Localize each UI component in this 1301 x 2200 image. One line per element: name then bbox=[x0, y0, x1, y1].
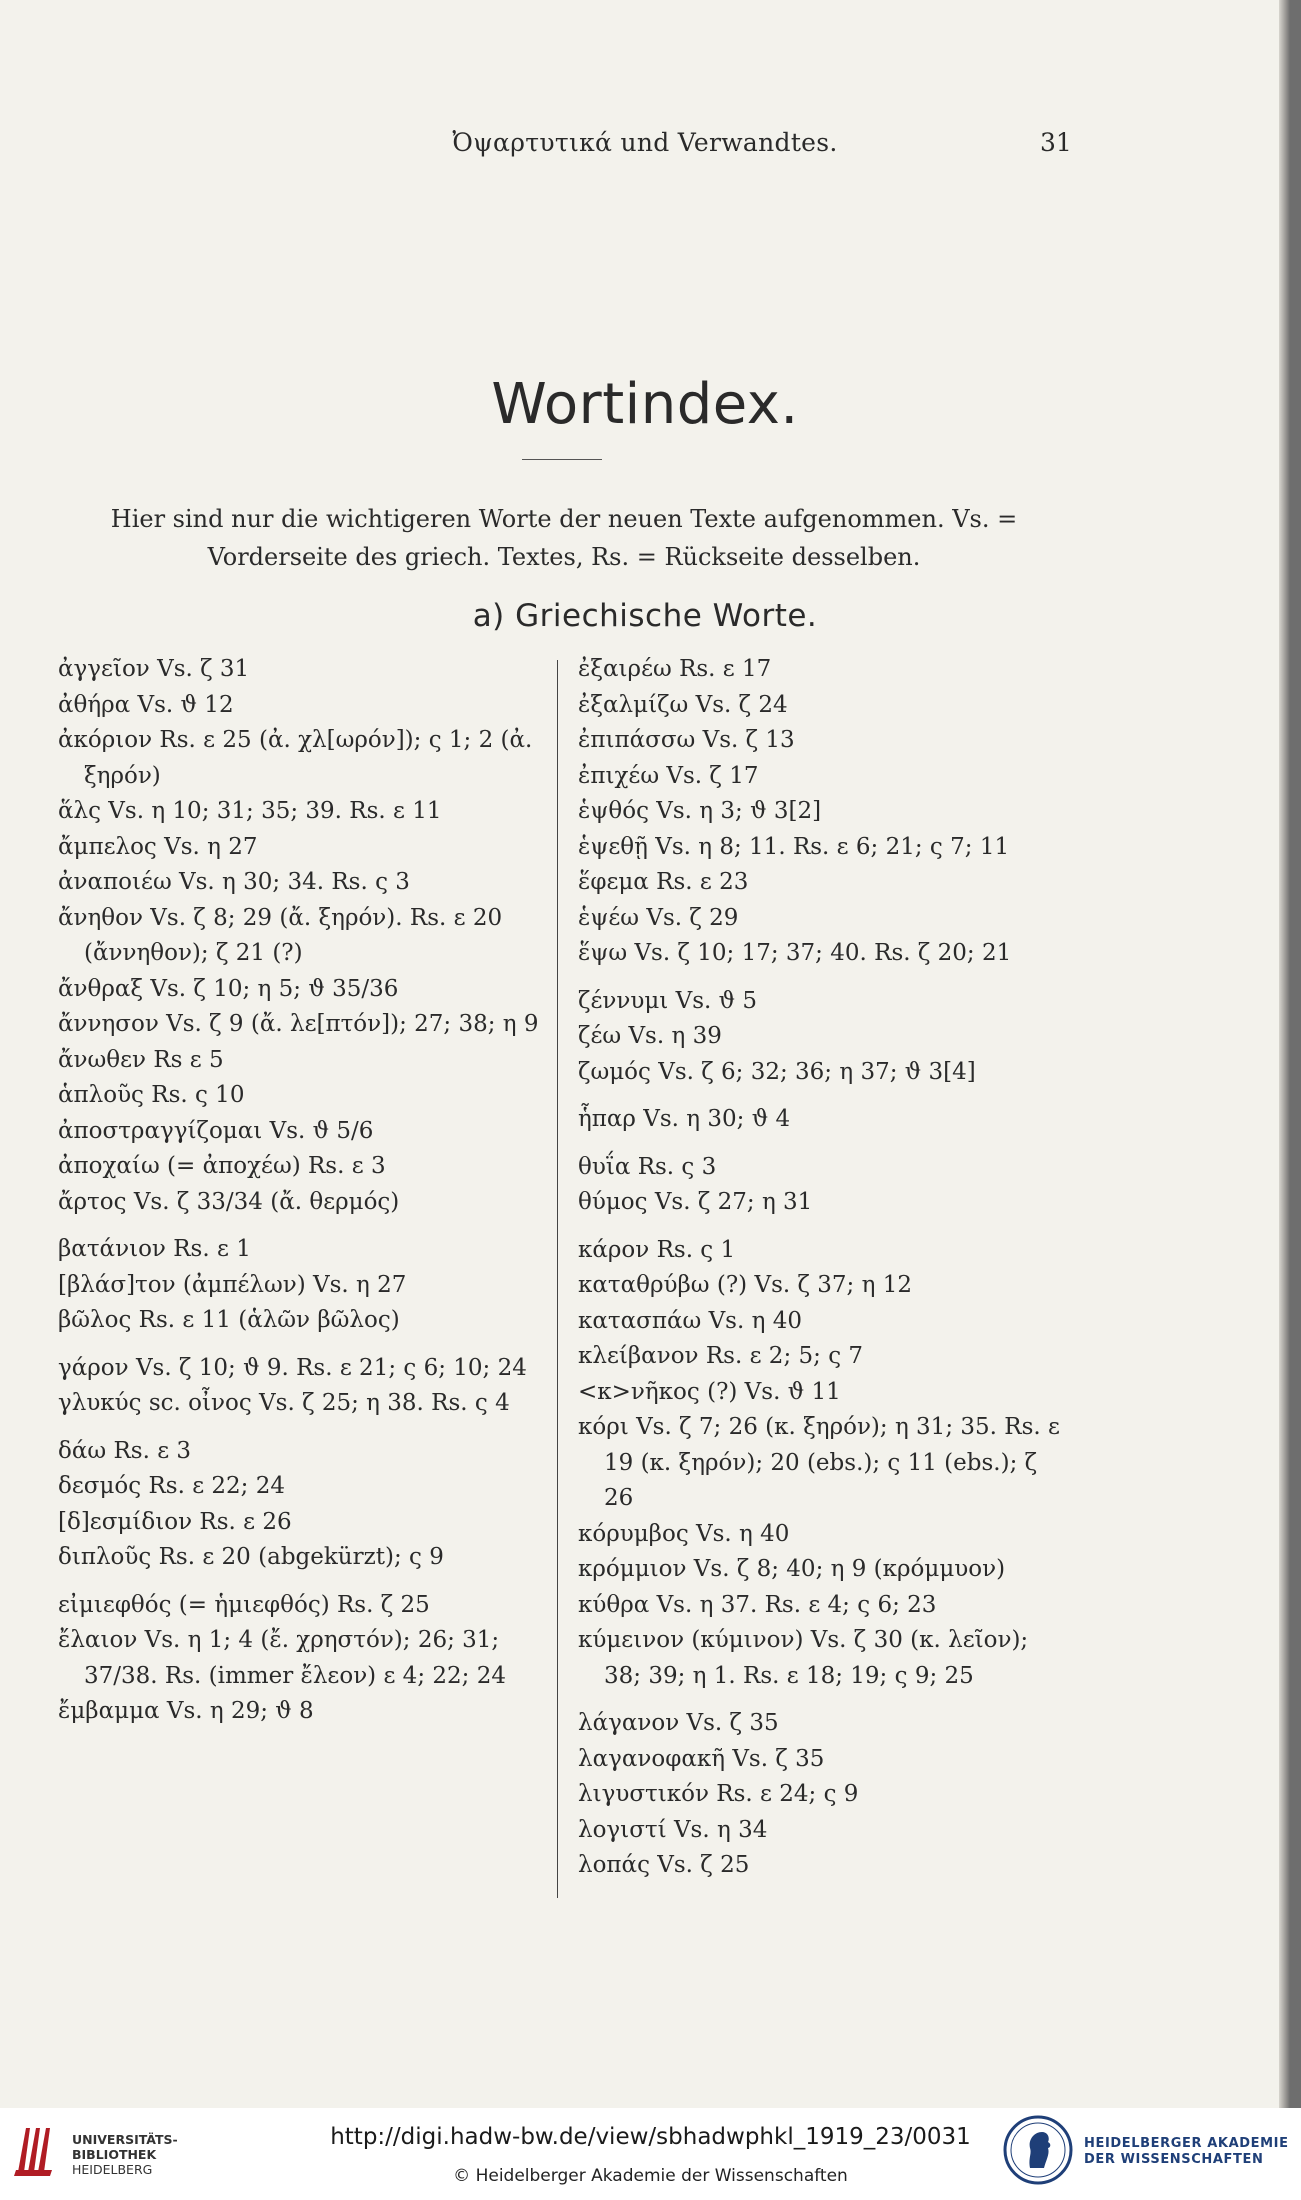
index-entry: κατασπάω Vs. η 40 bbox=[578, 1307, 802, 1334]
index-entry: [δ]εσμίδιον Rs. ε 26 bbox=[58, 1508, 292, 1535]
index-entry: καταθρύβω (?) Vs. ζ 37; η 12 bbox=[578, 1272, 912, 1298]
index-entry: δάω Rs. ε 3 bbox=[58, 1437, 192, 1464]
index-entry: ἕψω Vs. ζ 10; 17; 37; 40. Rs. ζ 20; 21 bbox=[578, 940, 1012, 966]
index-entry: ἀθήρα Vs. ϑ 12 bbox=[58, 691, 234, 718]
university-name-line1: UNIVERSITÄTS- bbox=[72, 2132, 178, 2147]
index-entry: γάρον Vs. ζ 10; ϑ 9. Rs. ε 21; ς 6; 10; 24 bbox=[58, 1354, 527, 1381]
index-entry: λάγανον Vs. ζ 35 bbox=[578, 1710, 779, 1736]
index-entry: λογιστί Vs. η 34 bbox=[578, 1816, 768, 1843]
index-entry: λιγυστικόν Rs. ε 24; ς 9 bbox=[578, 1781, 859, 1807]
source-url-link[interactable]: http://digi.hadw-bw.de/view/sbhadwphkl_1919_23/0031 bbox=[330, 2124, 971, 2150]
index-entry: ἐξαιρέω Rs. ε 17 bbox=[578, 656, 772, 682]
index-entry: λοπάς Vs. ζ 25 bbox=[578, 1852, 750, 1878]
index-entry: κόρι Vs. ζ 7; 26 (κ. ξηρόν); η 31; 35. Rs. ε 19 (κ. ξηρόν); 20 (ebs.); ς 11 (ebs.); ζ 26 bbox=[578, 1414, 1060, 1511]
index-entry: ἄρτος Vs. ζ 33/34 (ἄ. θερμός) bbox=[58, 1188, 400, 1215]
index-entry: θυΐα Rs. ς 3 bbox=[578, 1153, 717, 1180]
title-divider bbox=[522, 459, 602, 460]
index-column-left bbox=[58, 652, 546, 1730]
academy-name-line1: HEIDELBERGER AKADEMIE bbox=[1084, 2136, 1289, 2151]
intro-paragraph: Hier sind nur die wichtigeren Worte der neuen Texte aufgenommen. Vs. = Vorderseite des griech. Textes, Rs. = Rückseite desselben. bbox=[110, 505, 1018, 571]
index-entry: ἀναποιέω Vs. η 30; 34. Rs. ς 3 bbox=[58, 869, 410, 895]
index-entry: ἔλαιον Vs. η 1; 4 (ἔ. χρηστόν); 26; 31; 37/38. Rs. (immer ἔλεον) ε 4; 22; 24 bbox=[58, 1627, 506, 1689]
index-entry: κύθρα Vs. η 37. Rs. ε 4; ς 6; 23 bbox=[578, 1591, 937, 1618]
index-entry: ζέω Vs. η 39 bbox=[578, 1023, 722, 1049]
index-entry: ἄννησον Vs. ζ 9 (ἄ. λε[πτόν]); 27; 38; η 9 bbox=[58, 1011, 539, 1037]
index-entry: κλείβανον Rs. ε 2; 5; ς 7 bbox=[578, 1343, 864, 1369]
academy-name-line2: DER WISSENSCHAFTEN bbox=[1084, 2152, 1264, 2167]
index-entry: ἁπλοῦς Rs. ς 10 bbox=[58, 1082, 245, 1108]
index-entry: ἅλς Vs. η 10; 31; 35; 39. Rs. ε 11 bbox=[58, 798, 442, 824]
index-entry: δεσμός Rs. ε 22; 24 bbox=[58, 1473, 286, 1499]
index-entry: γλυκύς sc. οἶνος Vs. ζ 25; η 38. Rs. ς 4 bbox=[58, 1390, 510, 1416]
index-entry: κύμεινον (κύμινον) Vs. ζ 30 (κ. λεῖον); 38; 39; η 1. Rs. ε 18; 19; ς 9; 25 bbox=[578, 1627, 1029, 1689]
copyright-notice: © Heidelberger Akademie der Wissenschaften bbox=[453, 2166, 848, 2186]
index-entry: ζέννυμι Vs. ϑ 5 bbox=[578, 987, 758, 1014]
page-edge-shadow bbox=[1279, 0, 1290, 2108]
index-column-right bbox=[578, 652, 1070, 1884]
index-entry: ἄνθραξ Vs. ζ 10; η 5; ϑ 35/36 bbox=[58, 975, 399, 1002]
index-entry: λαγανοφακῆ Vs. ζ 35 bbox=[578, 1745, 825, 1772]
academy-name bbox=[1084, 2136, 1289, 2168]
index-entry: ἀποχαίω (= ἀποχέω) Rs. ε 3 bbox=[58, 1153, 386, 1179]
index-entry: εἰμιεφθός (= ἡμιεφθός) Rs. ζ 25 bbox=[58, 1591, 430, 1618]
index-entry: θύμος Vs. ζ 27; η 31 bbox=[578, 1189, 813, 1215]
index-entry: ἐπιχέω Vs. ζ 17 bbox=[578, 762, 759, 789]
index-entry: ἔμβαμμα Vs. η 29; ϑ 8 bbox=[58, 1698, 314, 1724]
index-entry: ἄνωθεν Rs ε 5 bbox=[58, 1046, 224, 1073]
index-entry: ζωμός Vs. ζ 6; 32; 36; η 37; ϑ 3[4] bbox=[578, 1058, 976, 1085]
index-entry: ἐξαλμίζω Vs. ζ 24 bbox=[578, 691, 788, 718]
index-entry: κρόμμιον Vs. ζ 8; 40; η 9 (κρόμμυον) bbox=[578, 1556, 1006, 1582]
index-entry: ἑψεθῇ Vs. η 8; 11. Rs. ε 6; 21; ς 7; 11 bbox=[578, 833, 1010, 860]
index-entry: ἑψέω Vs. ζ 29 bbox=[578, 904, 739, 931]
running-head-title: Ὀψαρτυτικά und Verwandtes. bbox=[452, 128, 838, 157]
index-entry: διπλοῦς Rs. ε 20 (abgekürzt); ς 9 bbox=[58, 1544, 444, 1570]
index-entry: ἧπαρ Vs. η 30; ϑ 4 bbox=[578, 1106, 791, 1132]
index-entry: ἕφεμα Rs. ε 23 bbox=[578, 869, 749, 895]
university-name-line2: BIBLIOTHEK bbox=[72, 2147, 157, 2162]
index-entry: ἀποστραγγίζομαι Vs. ϑ 5/6 bbox=[58, 1117, 374, 1144]
index-entry: ἄνηθον Vs. ζ 8; 29 (ἄ. ξηρόν). Rs. ε 20 (ἄννηθον); ζ 21 (?) bbox=[58, 904, 503, 966]
index-entry: ἀκόριον Rs. ε 25 (ἀ. χλ[ωρόν]); ς 1; 2 (ἀ. ξηρόν) bbox=[58, 727, 533, 789]
section-heading: a) Griechische Worte. bbox=[472, 598, 818, 634]
index-entry: <κ>νῆκος (?) Vs. ϑ 11 bbox=[578, 1378, 841, 1405]
index-entry: ἑψθός Vs. η 3; ϑ 3[2] bbox=[578, 798, 822, 824]
index-entry: βῶλος Rs. ε 11 (ἁλῶν βῶλος) bbox=[58, 1307, 400, 1333]
index-entry: κάρον Rs. ς 1 bbox=[578, 1236, 736, 1263]
index-entry: [βλάσ]τον (ἀμπέλων) Vs. η 27 bbox=[58, 1271, 407, 1298]
academy-seal-icon bbox=[1002, 2114, 1074, 2186]
index-entry: ἀγγεῖον Vs. ζ 31 bbox=[58, 656, 250, 682]
index-entry: κόρυμβος Vs. η 40 bbox=[578, 1520, 790, 1547]
university-name-line3: HEIDELBERG bbox=[72, 2162, 153, 2177]
page-number: 31 bbox=[1040, 128, 1072, 157]
index-entry: ἄμπελος Vs. η 27 bbox=[58, 833, 258, 860]
page-title: Wortindex. bbox=[491, 372, 799, 437]
index-entry: ἐπιπάσσω Vs. ζ 13 bbox=[578, 727, 795, 753]
index-entry: βατάνιον Rs. ε 1 bbox=[58, 1236, 251, 1262]
column-divider bbox=[557, 660, 558, 1898]
